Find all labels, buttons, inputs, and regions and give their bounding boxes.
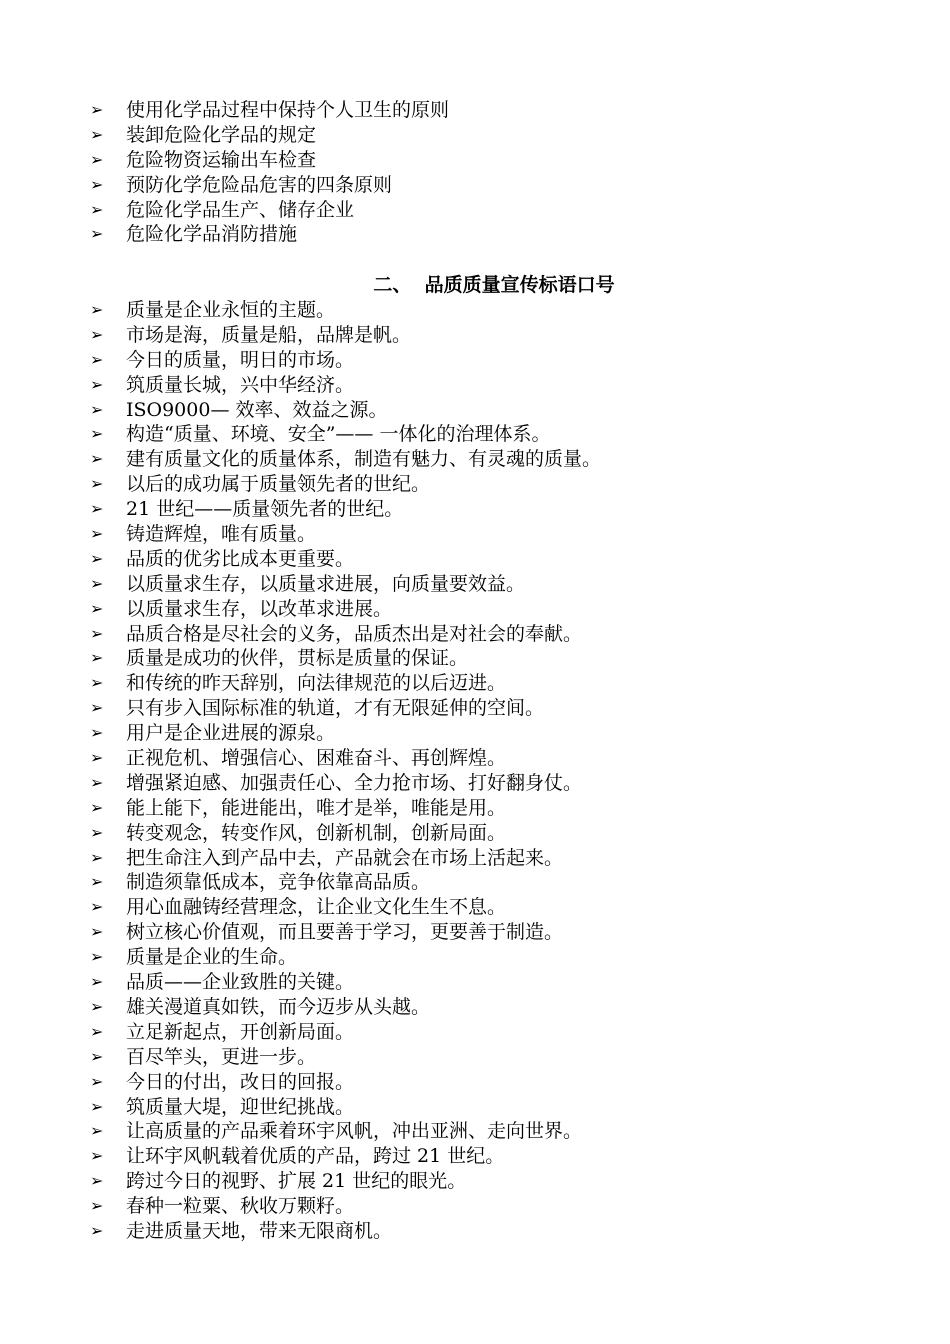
arrow-bullet-icon: ➢ <box>90 922 104 942</box>
slogan-item <box>90 348 870 373</box>
arrow-bullet-icon: ➢ <box>90 1220 104 1240</box>
arrow-bullet-icon: ➢ <box>90 673 104 693</box>
section-number: 二、 <box>373 274 412 296</box>
slogan-item-text: 用户是企业进展的源泉。 <box>126 722 336 745</box>
slogan-item-text: ISO9000— 效率、效益之源。 <box>126 398 388 421</box>
slogan-item-text: 今日的质量，明日的市场。 <box>126 348 355 371</box>
topic-item <box>90 98 870 123</box>
arrow-bullet-icon: ➢ <box>90 174 104 194</box>
slogan-item-text: 用心血融铸经营理念，让企业文化生生不息。 <box>126 896 507 919</box>
slogan-item <box>90 870 870 895</box>
arrow-bullet-icon: ➢ <box>90 947 104 967</box>
slogan-item <box>90 398 870 423</box>
topic-item-text: 预防化学危险品危害的四条原则 <box>126 173 393 196</box>
arrow-bullet-icon: ➢ <box>90 573 104 593</box>
slogan-item-text: 市场是海，质量是船，品牌是帆。 <box>126 323 412 346</box>
arrow-bullet-icon: ➢ <box>90 698 104 718</box>
slogan-item-text: 只有步入国际标准的轨道，才有无限延伸的空间。 <box>126 697 545 720</box>
slogan-item-text: 品质合格是尽社会的义务，品质杰出是对社会的奉献。 <box>126 622 583 645</box>
topic-item <box>90 148 870 173</box>
arrow-bullet-icon: ➢ <box>90 349 104 369</box>
slogan-item-text: 质量是企业的生命。 <box>126 946 298 969</box>
slogan-item-text: 树立核心价值观，而且要善于学习，更要善于制造。 <box>126 921 564 944</box>
arrow-bullet-icon: ➢ <box>90 224 104 244</box>
topic-item-text: 危险化学品消防措施 <box>126 223 298 246</box>
arrow-bullet-icon: ➢ <box>90 100 104 119</box>
slogan-item <box>90 298 870 323</box>
slogan-item <box>90 945 870 970</box>
slogan-item-text: 让环宇风帆载着优质的产品，跨过 21 世纪。 <box>126 1145 505 1168</box>
topic-item <box>90 123 870 148</box>
arrow-bullet-icon: ➢ <box>90 972 104 992</box>
slogan-item <box>90 970 870 995</box>
slogan-item-text: 以质量求生存，以改革求进展。 <box>126 597 393 620</box>
slogan-item-text: 百尽竿头，更进一步。 <box>126 1045 317 1068</box>
slogan-item-text: 品质的优劣比成本更重要。 <box>126 547 355 570</box>
arrow-bullet-icon: ➢ <box>90 474 104 494</box>
arrow-bullet-icon: ➢ <box>90 524 104 544</box>
slogan-item-text: 今日的付出，改日的回报。 <box>126 1070 355 1093</box>
slogan-item <box>90 373 870 398</box>
slogan-item <box>90 796 870 821</box>
arrow-bullet-icon: ➢ <box>90 598 104 618</box>
slogan-item-text: 质量是成功的伙伴，贯标是质量的保证。 <box>126 647 469 670</box>
slogan-item <box>90 572 870 597</box>
slogan-item <box>90 422 870 447</box>
arrow-bullet-icon: ➢ <box>90 822 104 842</box>
arrow-bullet-icon: ➢ <box>90 1121 104 1141</box>
slogan-item-text: 跨过今日的视野、扩展 21 世纪的眼光。 <box>126 1170 467 1193</box>
slogan-item <box>90 746 870 771</box>
slogan-item <box>90 1020 870 1045</box>
slogan-item-text: 和传统的昨天辞别，向法律规范的以后迈进。 <box>126 672 507 695</box>
slogan-item-text: 立足新起点，开创新局面。 <box>126 1020 355 1043</box>
topic-item-text: 危险化学品生产、储存企业 <box>126 198 355 221</box>
slogan-item-text: 把生命注入到产品中去，产品就会在市场上活起来。 <box>126 846 564 869</box>
slogan-item-text: 增强紧迫感、加强责任心、全力抢市场、打好翻身仗。 <box>126 771 583 794</box>
section-title: 品质质量宣传标语口号 <box>424 274 615 296</box>
safety-topics-list <box>90 98 870 247</box>
topic-item-text: 使用化学品过程中保持个人卫生的原则 <box>126 99 450 121</box>
slogan-item <box>90 472 870 497</box>
slogan-item-text: 让高质量的产品乘着环宇风帆，冲出亚洲、走向世界。 <box>126 1120 583 1143</box>
slogan-item <box>90 821 870 846</box>
slogan-item <box>90 1169 870 1194</box>
slogan-item-text: 以后的成功属于质量领先者的世纪。 <box>126 473 431 496</box>
slogan-item <box>90 696 870 721</box>
slogan-item-text: 质量是企业永恒的主题。 <box>126 299 336 321</box>
arrow-bullet-icon: ➢ <box>90 449 104 469</box>
arrow-bullet-icon: ➢ <box>90 1096 104 1116</box>
slogan-item-text: 铸造辉煌，唯有质量。 <box>126 523 317 546</box>
slogan-item-text: 21 世纪——质量领先者的世纪。 <box>126 498 404 521</box>
slogan-item <box>90 1194 870 1219</box>
topic-item-text: 危险物资运输出车检查 <box>126 148 317 171</box>
arrow-bullet-icon: ➢ <box>90 149 104 169</box>
slogan-item <box>90 1070 870 1095</box>
slogan-item <box>90 497 870 522</box>
arrow-bullet-icon: ➢ <box>90 548 104 568</box>
slogan-item-text: 筑质量长城，兴中华经济。 <box>126 373 355 396</box>
slogan-item <box>90 646 870 671</box>
slogan-item-text: 品质——企业致胜的关键。 <box>126 971 355 994</box>
slogan-item <box>90 1045 870 1070</box>
slogan-item <box>90 323 870 348</box>
arrow-bullet-icon: ➢ <box>90 300 104 319</box>
slogan-item <box>90 547 870 572</box>
slogan-item-text: 能上能下，能进能出，唯才是举，唯能是用。 <box>126 796 507 819</box>
slogan-item-text: 转变观念，转变作风，创新机制，创新局面。 <box>126 821 507 844</box>
slogan-item-text: 春种一粒粟、秋收万颗籽。 <box>126 1195 355 1218</box>
slogan-item <box>90 522 870 547</box>
topic-item <box>90 198 870 223</box>
slogan-item <box>90 995 870 1020</box>
arrow-bullet-icon: ➢ <box>90 872 104 892</box>
slogan-item <box>90 920 870 945</box>
arrow-bullet-icon: ➢ <box>90 324 104 344</box>
arrow-bullet-icon: ➢ <box>90 623 104 643</box>
arrow-bullet-icon: ➢ <box>90 897 104 917</box>
arrow-bullet-icon: ➢ <box>90 424 104 444</box>
slogan-item <box>90 1219 870 1244</box>
slogan-item <box>90 846 870 871</box>
slogan-item-text: 筑质量大堤，迎世纪挑战。 <box>126 1095 355 1118</box>
slogan-item <box>90 771 870 796</box>
slogan-item-text: 构造“质量、环境、安全”—— 一体化的治理体系。 <box>126 423 551 446</box>
arrow-bullet-icon: ➢ <box>90 399 104 419</box>
arrow-bullet-icon: ➢ <box>90 797 104 817</box>
section-heading <box>0 272 950 298</box>
arrow-bullet-icon: ➢ <box>90 1046 104 1066</box>
slogan-list <box>90 298 870 1244</box>
slogan-item <box>90 447 870 472</box>
slogan-item <box>90 1095 870 1120</box>
slogan-item-text: 雄关漫道真如铁，而今迈步从头越。 <box>126 995 431 1018</box>
arrow-bullet-icon: ➢ <box>90 648 104 668</box>
slogan-item <box>90 622 870 647</box>
arrow-bullet-icon: ➢ <box>90 1171 104 1191</box>
topic-item <box>90 173 870 198</box>
arrow-bullet-icon: ➢ <box>90 374 104 394</box>
arrow-bullet-icon: ➢ <box>90 1071 104 1091</box>
arrow-bullet-icon: ➢ <box>90 499 104 519</box>
arrow-bullet-icon: ➢ <box>90 847 104 867</box>
arrow-bullet-icon: ➢ <box>90 199 104 219</box>
arrow-bullet-icon: ➢ <box>90 772 104 792</box>
slogan-item <box>90 671 870 696</box>
slogan-item <box>90 1144 870 1169</box>
slogan-item <box>90 1119 870 1144</box>
slogan-item <box>90 721 870 746</box>
slogan-item-text: 制造须靠低成本，竞争依靠高品质。 <box>126 871 431 894</box>
slogan-item <box>90 597 870 622</box>
arrow-bullet-icon: ➢ <box>90 996 104 1016</box>
slogan-item-text: 正视危机、增强信心、困难奋斗、再创辉煌。 <box>126 747 507 770</box>
slogan-item-text: 建有质量文化的质量体系，制造有魅力、有灵魂的质量。 <box>126 448 602 471</box>
arrow-bullet-icon: ➢ <box>90 1196 104 1216</box>
arrow-bullet-icon: ➢ <box>90 748 104 768</box>
arrow-bullet-icon: ➢ <box>90 124 104 144</box>
topic-item <box>90 222 870 247</box>
arrow-bullet-icon: ➢ <box>90 1021 104 1041</box>
arrow-bullet-icon: ➢ <box>90 723 104 743</box>
slogan-item-text: 以质量求生存，以质量求进展，向质量要效益。 <box>126 572 526 595</box>
slogan-item-text: 走进质量天地，带来无限商机。 <box>126 1219 393 1242</box>
arrow-bullet-icon: ➢ <box>90 1146 104 1166</box>
topic-item-text: 装卸危险化学品的规定 <box>126 123 317 146</box>
slogan-item <box>90 895 870 920</box>
